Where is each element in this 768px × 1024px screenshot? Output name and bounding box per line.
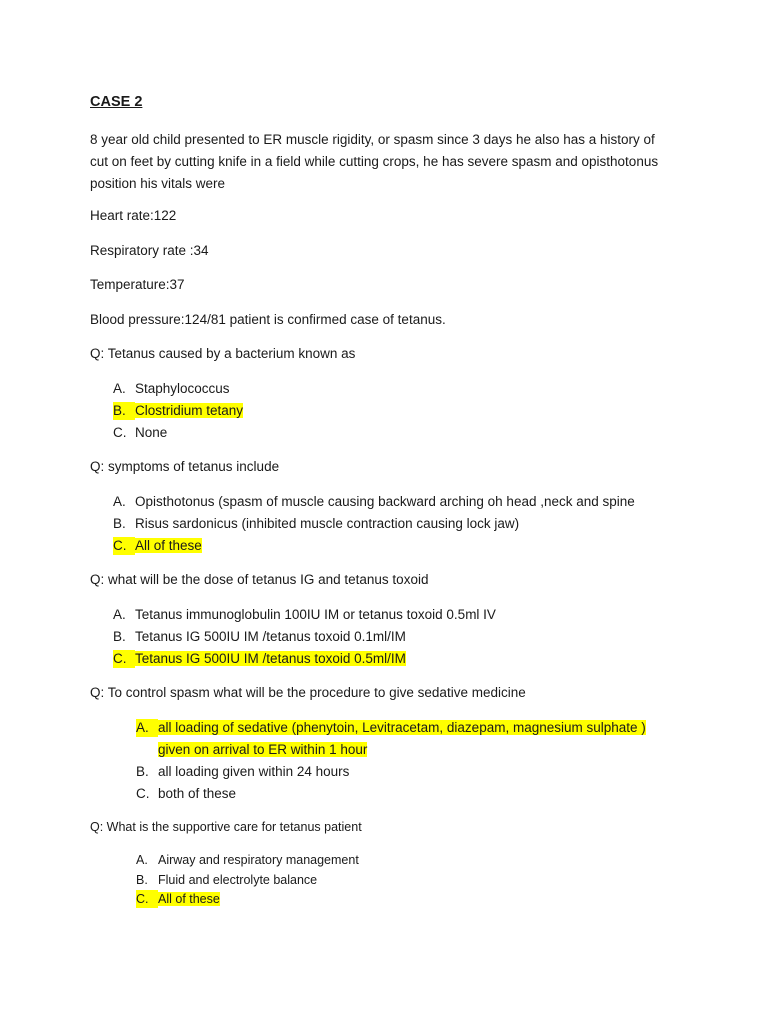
option-text-highlighted: All of these [135,538,202,553]
option-letter: A. [113,607,126,622]
option-letter: B. [136,873,148,887]
option-4a-continued [158,741,367,759]
option-text: all loading given within 24 hours [158,764,350,779]
option-text-highlighted: all loading of sedative (phenytoin, Levitracetam, diazepam, magnesium sulphate ) [158,720,646,735]
option-3a [113,606,496,624]
option-3c [113,650,406,668]
option-letter: A. [136,853,148,867]
option-text: Staphylococcus [135,381,230,396]
option-text: Fluid and electrolyte balance [158,873,318,887]
option-letter: C. [113,425,127,440]
option-text: both of these [158,786,237,801]
option-letter: B. [136,764,149,779]
case-title: CASE 2 [90,94,143,110]
option-4c [136,785,236,803]
option-letter: A. [136,719,158,737]
question-3: Q: what will be the dose of tetanus IG and tetanus toxoid [90,572,429,587]
intro-line: cut on feet by cutting knife in a field while cutting crops, he has severe spasm and opisthotonus [90,154,659,169]
option-1b [113,402,243,420]
option-letter: C. [113,537,135,555]
option-4b [136,763,349,781]
option-text-highlighted: Tetanus IG 500IU IM /tetanus toxoid 0.5ml/IM [135,651,406,666]
option-5a [136,851,359,869]
option-text: Tetanus IG 500IU IM /tetanus toxoid 0.1ml/IM [135,629,406,644]
heart-rate: Heart rate:122 [90,208,177,223]
option-text: None [135,425,168,440]
question-1: Q: Tetanus caused by a bacterium known as [90,346,356,361]
question-2: Q: symptoms of tetanus include [90,459,280,474]
option-letter: B. [113,516,126,531]
option-text-highlighted: Clostridium tetany [135,403,244,418]
option-text: Opisthotonus (spasm of muscle causing backward arching oh head ,neck and spine [135,494,635,509]
intro-paragraph [90,129,690,195]
option-text: Risus sardonicus (inhibited muscle contraction causing lock jaw) [135,516,520,531]
question-5: Q: What is the supportive care for tetanus patient [90,820,362,834]
respiratory-rate: Respiratory rate :34 [90,243,209,258]
option-letter: B. [113,402,135,420]
option-1c [113,424,167,442]
temperature: Temperature:37 [90,277,185,292]
intro-line: 8 year old child presented to ER muscle rigidity, or spasm since 3 days he also has a history of [90,132,655,147]
intro-line: position his vitals were [90,176,226,191]
option-2c [113,537,202,555]
question-4: Q: To control spasm what will be the procedure to give sedative medicine [90,685,526,700]
option-5c [136,890,220,908]
option-text: Airway and respiratory management [158,853,359,867]
option-letter: A. [113,494,126,509]
blood-pressure: Blood pressure:124/81 patient is confirmed case of tetanus. [90,312,446,327]
option-3b [113,628,406,646]
option-5b [136,871,317,889]
option-text-highlighted: given on arrival to ER within 1 hour [158,742,368,757]
option-2a [113,493,635,511]
option-4a [136,719,646,737]
option-1a [113,380,230,398]
option-letter: C. [136,890,158,908]
option-letter: B. [113,629,126,644]
option-letter: C. [136,786,150,801]
option-text-highlighted: All of these [158,892,220,906]
option-text: Tetanus immunoglobulin 100IU IM or tetanus toxoid 0.5ml IV [135,607,496,622]
option-2b [113,515,519,533]
option-letter: C. [113,650,135,668]
option-letter: A. [113,381,126,396]
